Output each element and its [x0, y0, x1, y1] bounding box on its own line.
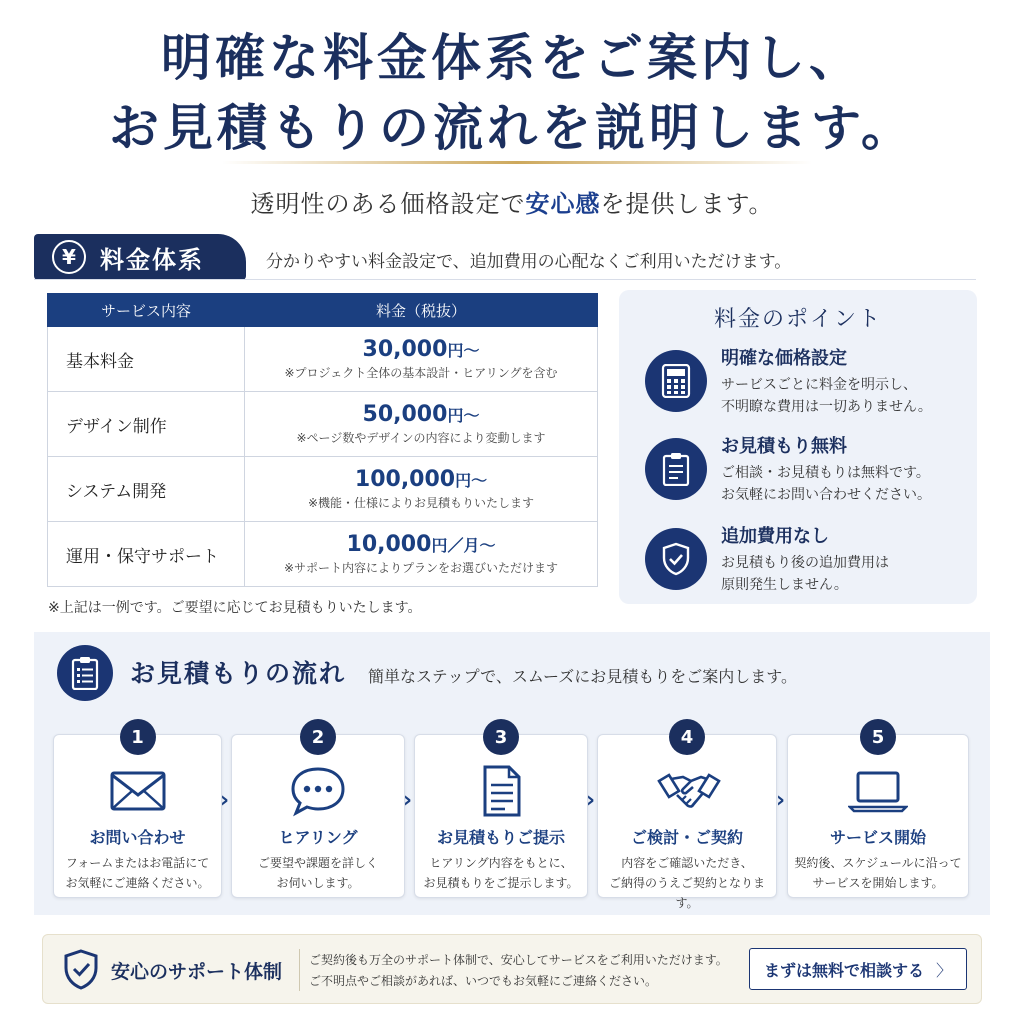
support-text-line: ご不明点やご相談があれば、いつでもお気軽にご連絡ください。: [309, 974, 658, 988]
envelope-icon: [108, 763, 168, 819]
chevron-right-icon: 〉: [936, 960, 953, 980]
step-number: 3: [483, 719, 519, 755]
step-desc-line: お伺いします。: [276, 876, 360, 890]
table-row: [48, 327, 598, 392]
price-cell: [245, 327, 598, 392]
step-desc-line: ご納得のうえご契約となります。: [608, 876, 765, 910]
price-unit: 円／月〜: [431, 536, 496, 555]
price-amount: 10,000: [346, 532, 432, 557]
price-note: ※サポート内容によりプランをお選びいただけます: [283, 561, 559, 575]
subheadline-post: を提供します。: [600, 190, 774, 218]
headline-line-2: お見積もりの流れを説明します。: [109, 98, 915, 157]
step-description: [54, 853, 221, 893]
flow-step: [231, 726, 405, 898]
price-amount: 30,000: [362, 337, 448, 362]
point-desc-line: 不明瞭な費用は一切ありません。: [721, 399, 932, 415]
table-row: [48, 392, 598, 457]
table-row: [48, 457, 598, 522]
point-desc-line: サービスごとに料金を明示し、: [721, 377, 917, 393]
table-header-row: [48, 294, 598, 327]
point-desc-line: お気軽にお問い合わせください。: [721, 487, 931, 503]
pricing-footnote: ※上記は一例です。ご要望に応じてお見積もりいたします。: [48, 600, 422, 616]
step-title: お見積もりご提示: [436, 828, 565, 847]
flow-step: [53, 726, 222, 898]
service-name: 基本料金: [48, 327, 245, 392]
price-table: [47, 293, 598, 587]
step-title: ヒアリング: [278, 828, 358, 847]
point-title: お見積もり無料: [721, 436, 847, 457]
free-consultation-button[interactable]: [749, 948, 967, 990]
subheadline-pre: 透明性のある価格設定で: [250, 190, 526, 218]
price-amount: 100,000: [354, 467, 456, 492]
subheadline: [0, 184, 1024, 219]
step-description: [788, 853, 968, 893]
pricing-description: 分かりやすい料金設定で、追加費用の心配なくご利用いただけます。: [266, 252, 792, 272]
step-title: サービス開始: [829, 828, 926, 847]
flow-step: [597, 726, 777, 910]
point-desc-line: 原則発生しません。: [721, 577, 848, 593]
step-description: [598, 853, 776, 913]
chat-bubble-icon: [288, 763, 348, 819]
step-desc-line: ご要望や課題を詳しく: [257, 856, 378, 870]
step-number: 2: [300, 719, 336, 755]
points-title: 料金のポイント: [713, 307, 882, 332]
gold-divider: [222, 161, 812, 164]
price-note: ※ページ数やデザインの内容により変動します: [296, 431, 546, 445]
step-number: 4: [669, 719, 705, 755]
column-header-price: 料金（税抜）: [245, 294, 598, 327]
service-name: デザイン制作: [48, 392, 245, 457]
support-title: 安心のサポート体制: [111, 961, 283, 983]
step-title: ご検討・ご契約: [630, 828, 743, 847]
column-header-service: サービス内容: [48, 294, 245, 327]
step-desc-line: サービスを開始します。: [812, 876, 944, 890]
point-description: [721, 374, 971, 418]
price-cell: [245, 392, 598, 457]
price-cell: [245, 457, 598, 522]
support-text-line: ご契約後も万全のサポート体制で、安心してサービスをご利用いただけます。: [309, 953, 728, 967]
section-rule: [34, 279, 976, 280]
step-description: [415, 853, 587, 893]
flow-step: [787, 726, 969, 898]
point-description: [721, 552, 971, 596]
document-icon: [471, 763, 531, 819]
price-note: ※機能・仕様によりお見積もりいたします: [307, 496, 535, 510]
support-banner: [42, 934, 982, 1004]
support-divider: [299, 949, 300, 991]
headline-line-1: 明確な料金体系をご案内し、: [161, 28, 863, 87]
handshake-icon: [657, 763, 717, 819]
chevron-right-icon: ›: [403, 788, 413, 813]
price-unit: 円〜: [455, 471, 488, 490]
price-unit: 円〜: [447, 341, 480, 360]
step-description: [232, 853, 404, 893]
yen-icon: ¥: [52, 240, 86, 274]
chevron-right-icon: ›: [220, 788, 230, 813]
step-number: 1: [120, 719, 156, 755]
cta-label: まずは無料で相談する: [763, 960, 924, 980]
price-unit: 円〜: [447, 406, 480, 425]
shield-check-icon: [645, 528, 707, 590]
flow-title: お見積もりの流れ: [130, 659, 347, 688]
price-note: ※プロジェクト全体の基本設計・ヒアリングを含む: [284, 366, 558, 380]
point-desc-line: お見積もり後の追加費用は: [721, 555, 889, 571]
step-title: お問い合わせ: [89, 828, 186, 847]
service-name: システム開発: [48, 457, 245, 522]
pricing-title: 料金体系: [100, 245, 204, 274]
point-description: [721, 462, 971, 506]
price-amount: 50,000: [362, 402, 448, 427]
clipboard-icon: [645, 438, 707, 500]
support-text: [309, 950, 728, 992]
step-desc-line: フォームまたはお電話にて: [65, 856, 210, 870]
step-desc-line: お見積もりをご提示します。: [423, 876, 579, 890]
calculator-icon: [645, 350, 707, 412]
service-name: 運用・保守サポート: [48, 522, 245, 587]
price-cell: [245, 522, 598, 587]
subheadline-accent: 安心感: [525, 190, 601, 218]
step-desc-line: ヒアリング内容をもとに、: [429, 856, 573, 870]
flow-description: 簡単なステップで、スムーズにお見積もりをご案内します。: [368, 667, 797, 686]
point-desc-line: ご相談・お見積もりは無料です。: [721, 465, 930, 481]
chevron-right-icon: ›: [586, 788, 596, 813]
step-desc-line: 内容をご確認いただき、: [621, 856, 753, 870]
step-desc-line: 契約後、スケジュールに沿って: [794, 856, 962, 870]
clipboard-list-icon: [57, 645, 113, 701]
step-number: 5: [860, 719, 896, 755]
pricing-points-panel: [619, 290, 977, 604]
laptop-icon: [848, 763, 908, 819]
shield-check-icon: [63, 949, 99, 995]
pricing-section-tab: [34, 234, 246, 280]
table-row: [48, 522, 598, 587]
flow-step: [414, 726, 588, 898]
point-title: 追加費用なし: [721, 526, 829, 547]
point-title: 明確な価格設定: [721, 348, 847, 369]
chevron-right-icon: ›: [776, 788, 786, 813]
step-desc-line: お気軽にご連絡ください。: [65, 876, 210, 890]
